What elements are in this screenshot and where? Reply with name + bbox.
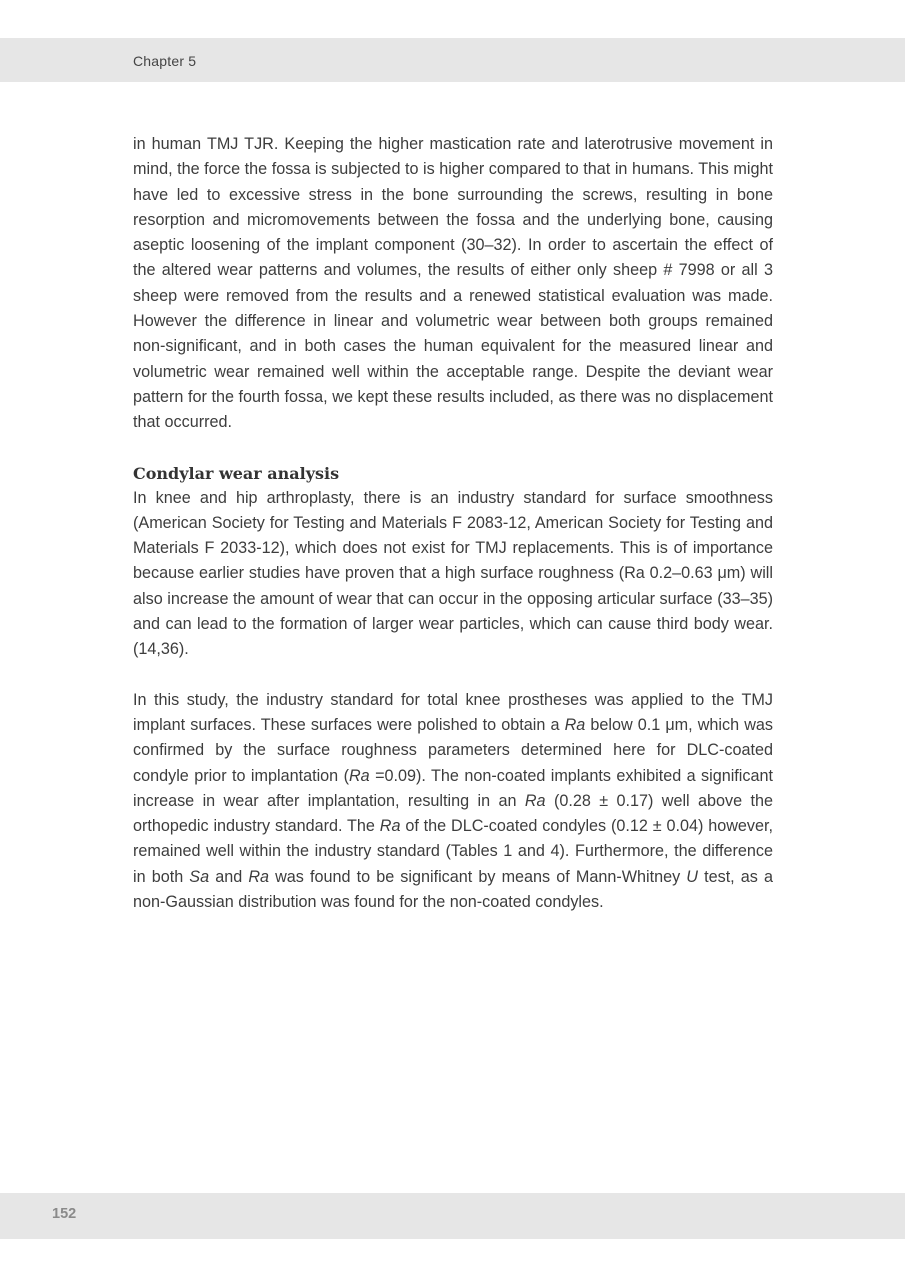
text-run: and [209,867,249,886]
ra-symbol: Ra [564,715,586,734]
chapter-label: Chapter 5 [133,53,197,69]
paragraph-spacer [133,663,773,688]
text-run: below 0.1 μm, which was confirmed by the surface roughness parameters determined here for DLC-coated condyle prior to implantation ( [133,715,774,785]
ra-symbol: Ra [379,817,401,836]
page-number: 152 [52,1206,77,1222]
text-run: =0.09). The non-coated implants exhibited a significant increase in wear after implantation, resulting in an [133,766,773,810]
section-heading: Condylar wear analysis [133,463,340,483]
paragraph-spacer [133,436,773,461]
text-run: was found to be significant by means of Mann-Whitney [269,867,687,886]
body-paragraph [133,688,773,916]
footer-band [0,1193,905,1239]
text-run: test, as a non-Gaussian distribution was found for the non-coated condyles. [133,867,773,912]
ra-symbol: Ra [524,791,546,810]
sa-symbol: Sa [189,867,210,886]
text-run: (0.28 ± 0.17) well above the orthopedic industry standard. The [133,791,773,836]
body-paragraph: In knee and hip arthroplasty, there is an industry standard for surface smoothness (American Society for Testing and Materials F 2083-12, American Society for Testing and Materials F 2033-12), which does not exist for TMJ replacements. This is of importance because earlier studies have proven that a high surface roughness (Ra 0.2–0.63 μm) will also increase the amount of wear that can occur in the opposing articular surface (33–35) and can lead to the formation of larger wear particles, which can cause third body wear. (14,36). [133,488,773,659]
ra-symbol: Ra [348,766,370,785]
ra-symbol: Ra [248,867,270,886]
text-run: In this study, the industry standard for total knee prostheses was applied to the TMJ implant surfaces. These surfaces were polished to obtain a [133,690,773,734]
u-symbol: U [686,867,698,886]
body-paragraph: in human TMJ TJR. Keeping the higher mastication rate and laterotrusive movement in mind, the force the fossa is subjected to is higher compared to that in humans. This might have led to excessive stress in the bone surrounding the screws, resulting in bone resorption and micromovements between the fossa and the underlying bone, causing aseptic loosening of the implant component (30–32). In order to ascertain the effect of the altered wear patterns and volumes, the results of either only sheep # 7998 or all 3 sheep were removed from the results and a renewed statistical evaluation was made. However the difference in linear and volumetric wear between both groups remained non-significant, and in both cases the human equivalent for the measured linear and volumetric wear remained well within the acceptable range. Despite the deviant wear pattern for the fourth fossa, we kept these results included, as there was no displacement that occurred. [133,135,773,432]
page-content [133,132,773,915]
text-run: of the DLC-coated condyles (0.12 ± 0.04) however, remained well within the industry standard (Tables 1 and 4). Furthermore, the difference in both [133,817,773,886]
